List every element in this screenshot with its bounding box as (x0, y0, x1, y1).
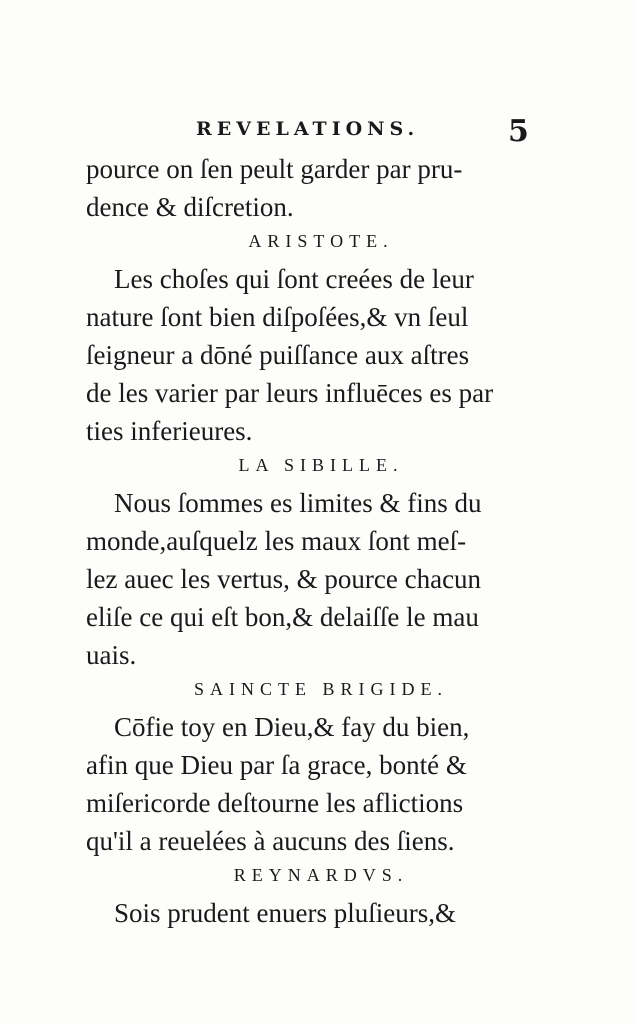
text-line: nature ſont bien diſpoſées,& vn ſeul (86, 302, 469, 332)
speaker-heading-reynardvs: REYNARDVS. (233, 865, 409, 885)
text-line: ſeigneur a dōné puiſſance aux aſtres (86, 340, 470, 370)
text-line: afin que Dieu par ſa grace, bonté & (86, 750, 467, 780)
text-line: Les choſes qui ſont creées de leur (114, 264, 474, 294)
text-line: ties inferieures. (86, 416, 253, 446)
text-line: lez auec les vertus, & pource chacun (86, 564, 482, 594)
text-body (86, 150, 556, 932)
running-title: REVELATIONS. (196, 118, 420, 140)
text-line: miſericorde deſtourne les aflictions (86, 788, 464, 818)
speaker-heading-aristote: ARISTOTE. (248, 231, 394, 251)
text-line: qu'il a reuelées à aucuns des ſiens. (86, 826, 455, 856)
text-line: Nous ſommes es limites & fins du (114, 488, 482, 518)
speaker-heading-saincte-brigide: SAINCTE BRIGIDE. (194, 679, 448, 699)
text-line: monde,auſquelz les maux ſont meſ- (86, 526, 467, 556)
text-line: eliſe ce qui eſt bon,& delaiſſe le mau (86, 602, 479, 632)
text-line: Cōfie toy en Dieu,& fay du bien, (114, 712, 470, 742)
text-line: de les varier par leurs influēces es par (86, 378, 494, 408)
speaker-heading-la-sibille: LA SIBILLE. (238, 455, 404, 475)
text-line: pource on ſen peult garder par pru- (86, 154, 463, 184)
text-line: uais. (86, 640, 137, 670)
page-header (0, 114, 635, 148)
page-number: 5 (508, 114, 529, 149)
text-line: Sois prudent enuers pluſieurs,& (114, 898, 456, 928)
text-line: dence & diſcretion. (86, 192, 294, 222)
